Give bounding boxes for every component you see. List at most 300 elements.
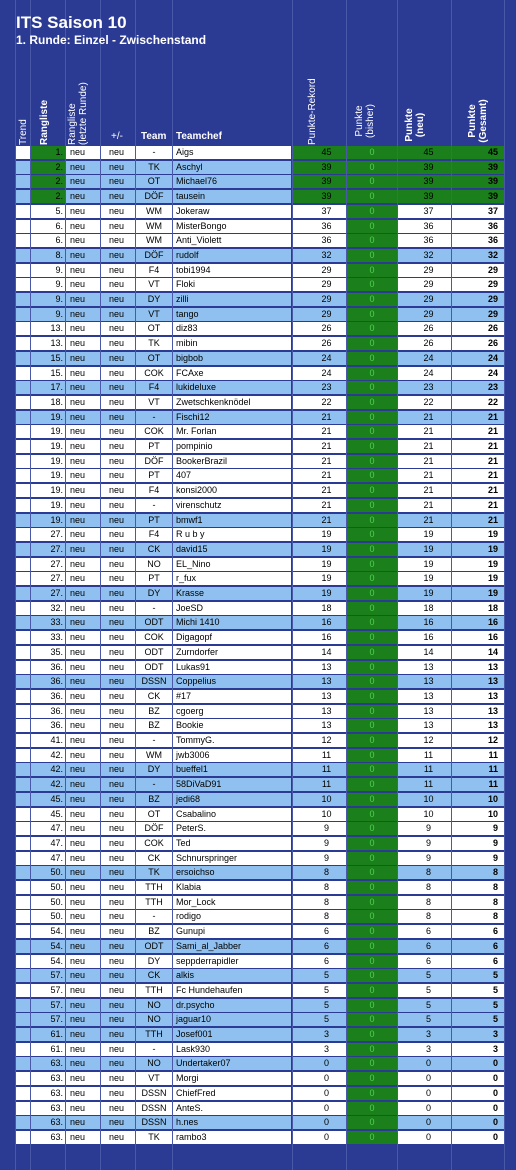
cell-neu: 19 — [398, 558, 451, 571]
cell-bisher: 0 — [347, 734, 397, 747]
cell-team: ODT — [136, 661, 172, 674]
cell-gesamt: 21 — [452, 455, 504, 468]
cell-prev: neu — [66, 220, 100, 233]
table-row — [0, 1043, 516, 1056]
cell-chief: ChiefFred — [173, 1087, 291, 1100]
cell-gesamt: 19 — [452, 558, 504, 571]
cell-pm: neu — [101, 969, 135, 982]
cell-pm: neu — [101, 322, 135, 335]
cell-pm: neu — [101, 455, 135, 468]
cell-neu: 3 — [398, 1043, 451, 1056]
cell-rank: 13. — [31, 322, 65, 335]
table-row — [0, 763, 516, 776]
cell-prev: neu — [66, 234, 100, 247]
cell-chief: bueffel1 — [173, 763, 291, 776]
cell-prev: neu — [66, 1057, 100, 1070]
cell-rank: 19. — [31, 514, 65, 527]
header-rangliste-prev-line1: Rangliste — [67, 103, 78, 145]
cell-rekord: 19 — [293, 543, 346, 556]
cell-trend — [16, 234, 30, 247]
table-row — [0, 719, 516, 732]
cell-rank: 50. — [31, 910, 65, 923]
cell-neu: 10 — [398, 808, 451, 821]
header-bisher — [354, 97, 376, 145]
cell-team: CK — [136, 852, 172, 865]
table-row — [0, 852, 516, 865]
cell-bisher: 0 — [347, 837, 397, 850]
cell-prev: neu — [66, 367, 100, 380]
cell-neu: 21 — [398, 440, 451, 453]
cell-pm: neu — [101, 249, 135, 262]
table-row — [0, 396, 516, 409]
cell-prev: neu — [66, 999, 100, 1012]
table-row — [0, 602, 516, 615]
cell-gesamt: 26 — [452, 322, 504, 335]
cell-chief: Aschyl — [173, 161, 291, 174]
cell-gesamt: 36 — [452, 234, 504, 247]
cell-gesamt: 19 — [452, 587, 504, 600]
cell-neu: 37 — [398, 205, 451, 218]
cell-neu: 6 — [398, 955, 451, 968]
cell-pm: neu — [101, 646, 135, 659]
table-row — [0, 572, 516, 585]
cell-rekord: 26 — [293, 337, 346, 350]
header-neu-line1: Punkte — [404, 108, 415, 142]
cell-gesamt: 6 — [452, 940, 504, 953]
cell-rekord: 9 — [293, 837, 346, 850]
cell-chief: Floki — [173, 278, 291, 291]
cell-trend — [16, 925, 30, 938]
cell-neu: 13 — [398, 705, 451, 718]
cell-trend — [16, 1131, 30, 1144]
cell-prev: neu — [66, 1102, 100, 1115]
header-team: Team — [141, 131, 167, 142]
cell-pm: neu — [101, 1028, 135, 1041]
cell-rank: 2. — [31, 175, 65, 188]
cell-bisher: 0 — [347, 499, 397, 512]
cell-trend — [16, 690, 30, 703]
cell-rekord: 13 — [293, 705, 346, 718]
cell-rank: 9. — [31, 293, 65, 306]
cell-rank: 2. — [31, 190, 65, 203]
cell-chief: Gunupi — [173, 925, 291, 938]
cell-pm: neu — [101, 763, 135, 776]
cell-rank: 63. — [31, 1102, 65, 1115]
cell-chief: Undertaker07 — [173, 1057, 291, 1070]
cell-trend — [16, 646, 30, 659]
cell-gesamt: 21 — [452, 499, 504, 512]
cell-pm: neu — [101, 440, 135, 453]
cell-trend — [16, 308, 30, 321]
cell-trend — [16, 778, 30, 791]
cell-team: COK — [136, 425, 172, 438]
cell-team: ODT — [136, 616, 172, 629]
cell-prev: neu — [66, 955, 100, 968]
cell-trend — [16, 543, 30, 556]
cell-prev: neu — [66, 352, 100, 365]
cell-trend — [16, 425, 30, 438]
cell-neu: 5 — [398, 984, 451, 997]
cell-chief: Fc Hundehaufen — [173, 984, 291, 997]
cell-prev: neu — [66, 249, 100, 262]
cell-gesamt: 11 — [452, 749, 504, 762]
cell-neu: 21 — [398, 469, 451, 482]
cell-trend — [16, 734, 30, 747]
cell-gesamt: 11 — [452, 778, 504, 791]
cell-rekord: 21 — [293, 484, 346, 497]
cell-bisher: 0 — [347, 808, 397, 821]
cell-prev: neu — [66, 1028, 100, 1041]
cell-rank: 1. — [31, 146, 65, 159]
cell-bisher: 0 — [347, 528, 397, 541]
cell-gesamt: 6 — [452, 955, 504, 968]
cell-rekord: 9 — [293, 822, 346, 835]
cell-rank: 61. — [31, 1043, 65, 1056]
table-row — [0, 352, 516, 365]
cell-trend — [16, 661, 30, 674]
table-row — [0, 499, 516, 512]
cell-team: TTH — [136, 1028, 172, 1041]
cell-neu: 11 — [398, 763, 451, 776]
cell-gesamt: 32 — [452, 249, 504, 262]
cell-team: OT — [136, 352, 172, 365]
cell-chief: 58DiVaD91 — [173, 778, 291, 791]
cell-trend — [16, 249, 30, 262]
cell-rank: 57. — [31, 999, 65, 1012]
cell-bisher: 0 — [347, 690, 397, 703]
cell-bisher: 0 — [347, 661, 397, 674]
cell-rekord: 36 — [293, 220, 346, 233]
cell-pm: neu — [101, 837, 135, 850]
cell-pm: neu — [101, 337, 135, 350]
cell-pm: neu — [101, 808, 135, 821]
cell-bisher: 0 — [347, 322, 397, 335]
cell-trend — [16, 440, 30, 453]
header-gesamt — [467, 97, 489, 145]
cell-pm: neu — [101, 602, 135, 615]
cell-gesamt: 21 — [452, 425, 504, 438]
cell-rank: 13. — [31, 337, 65, 350]
cell-pm: neu — [101, 734, 135, 747]
cell-neu: 13 — [398, 719, 451, 732]
cell-rekord: 18 — [293, 602, 346, 615]
cell-team: OT — [136, 175, 172, 188]
table-row — [0, 1116, 516, 1129]
table-row — [0, 940, 516, 953]
cell-rank: 18. — [31, 396, 65, 409]
cell-bisher: 0 — [347, 955, 397, 968]
cell-chief: jaguar10 — [173, 1013, 291, 1026]
table-row — [0, 337, 516, 350]
cell-bisher: 0 — [347, 1102, 397, 1115]
cell-trend — [16, 484, 30, 497]
cell-rekord: 13 — [293, 719, 346, 732]
cell-gesamt: 39 — [452, 161, 504, 174]
cell-trend — [16, 940, 30, 953]
cell-team: NO — [136, 1013, 172, 1026]
cell-prev: neu — [66, 778, 100, 791]
cell-chief: Aigs — [173, 146, 291, 159]
cell-trend — [16, 322, 30, 335]
cell-rank: 27. — [31, 528, 65, 541]
cell-rekord: 24 — [293, 367, 346, 380]
table-row — [0, 675, 516, 688]
cell-bisher: 0 — [347, 440, 397, 453]
cell-chief: TommyG. — [173, 734, 291, 747]
cell-bisher: 0 — [347, 514, 397, 527]
cell-bisher: 0 — [347, 205, 397, 218]
cell-bisher: 0 — [347, 1013, 397, 1026]
cell-chief: jwb3006 — [173, 749, 291, 762]
header-plusminus: +/- — [111, 131, 123, 142]
cell-rank: 54. — [31, 940, 65, 953]
cell-bisher: 0 — [347, 572, 397, 585]
cell-prev: neu — [66, 896, 100, 909]
cell-neu: 29 — [398, 278, 451, 291]
cell-gesamt: 29 — [452, 278, 504, 291]
cell-neu: 29 — [398, 293, 451, 306]
cell-trend — [16, 1087, 30, 1100]
cell-team: DY — [136, 763, 172, 776]
table-row — [0, 925, 516, 938]
cell-team: COK — [136, 837, 172, 850]
cell-chief: Josef001 — [173, 1028, 291, 1041]
cell-bisher: 0 — [347, 749, 397, 762]
cell-gesamt: 13 — [452, 690, 504, 703]
cell-pm: neu — [101, 675, 135, 688]
cell-pm: neu — [101, 1013, 135, 1026]
cell-rekord: 8 — [293, 910, 346, 923]
cell-prev: neu — [66, 558, 100, 571]
cell-prev: neu — [66, 661, 100, 674]
cell-trend — [16, 631, 30, 644]
cell-neu: 39 — [398, 175, 451, 188]
cell-rank: 45. — [31, 808, 65, 821]
cell-prev: neu — [66, 1043, 100, 1056]
cell-pm: neu — [101, 396, 135, 409]
cell-neu: 21 — [398, 411, 451, 424]
cell-pm: neu — [101, 352, 135, 365]
cell-rank: 19. — [31, 440, 65, 453]
cell-prev: neu — [66, 572, 100, 585]
cell-prev: neu — [66, 1116, 100, 1129]
cell-trend — [16, 719, 30, 732]
cell-bisher: 0 — [347, 1116, 397, 1129]
cell-bisher: 0 — [347, 411, 397, 424]
cell-trend — [16, 278, 30, 291]
cell-rekord: 5 — [293, 984, 346, 997]
cell-team: DSSN — [136, 1102, 172, 1115]
cell-gesamt: 8 — [452, 866, 504, 879]
cell-bisher: 0 — [347, 631, 397, 644]
header-gesamt-line1: Punkte — [467, 104, 478, 138]
cell-chief: Michi 1410 — [173, 616, 291, 629]
cell-bisher: 0 — [347, 249, 397, 262]
cell-prev: neu — [66, 175, 100, 188]
cell-trend — [16, 984, 30, 997]
cell-gesamt: 37 — [452, 205, 504, 218]
cell-team: PT — [136, 469, 172, 482]
cell-pm: neu — [101, 1072, 135, 1085]
header-rekord: Punkte-Rekord — [307, 78, 318, 145]
cell-chief: cgoerg — [173, 705, 291, 718]
cell-chief: Csabalino — [173, 808, 291, 821]
cell-bisher: 0 — [347, 984, 397, 997]
cell-gesamt: 21 — [452, 440, 504, 453]
cell-bisher: 0 — [347, 999, 397, 1012]
cell-team: OT — [136, 322, 172, 335]
cell-neu: 0 — [398, 1116, 451, 1129]
cell-pm: neu — [101, 278, 135, 291]
cell-prev: neu — [66, 822, 100, 835]
cell-trend — [16, 616, 30, 629]
cell-gesamt: 39 — [452, 175, 504, 188]
table-row — [0, 837, 516, 850]
cell-rank: 50. — [31, 896, 65, 909]
cell-pm: neu — [101, 1116, 135, 1129]
table-row — [0, 146, 516, 159]
cell-trend — [16, 411, 30, 424]
cell-chief: 407 — [173, 469, 291, 482]
cell-neu: 21 — [398, 455, 451, 468]
cell-chief: Jokeraw — [173, 205, 291, 218]
cell-neu: 8 — [398, 866, 451, 879]
cell-team: - — [136, 778, 172, 791]
table-row — [0, 866, 516, 879]
cell-bisher: 0 — [347, 646, 397, 659]
cell-rank: 27. — [31, 572, 65, 585]
cell-pm: neu — [101, 543, 135, 556]
cell-team: DÖF — [136, 249, 172, 262]
cell-rekord: 8 — [293, 881, 346, 894]
cell-rekord: 29 — [293, 278, 346, 291]
cell-trend — [16, 190, 30, 203]
cell-neu: 6 — [398, 940, 451, 953]
cell-prev: neu — [66, 425, 100, 438]
cell-rank: 47. — [31, 822, 65, 835]
cell-gesamt: 14 — [452, 646, 504, 659]
cell-rekord: 21 — [293, 499, 346, 512]
cell-pm: neu — [101, 381, 135, 394]
table-row — [0, 234, 516, 247]
cell-gesamt: 23 — [452, 381, 504, 394]
cell-team: VT — [136, 1072, 172, 1085]
cell-trend — [16, 852, 30, 865]
cell-pm: neu — [101, 690, 135, 703]
cell-prev: neu — [66, 264, 100, 277]
table-row — [0, 543, 516, 556]
cell-rank: 36. — [31, 719, 65, 732]
cell-pm: neu — [101, 719, 135, 732]
cell-prev: neu — [66, 337, 100, 350]
cell-pm: neu — [101, 205, 135, 218]
cell-rank: 15. — [31, 352, 65, 365]
cell-rekord: 6 — [293, 955, 346, 968]
cell-team: NO — [136, 1057, 172, 1070]
cell-team: ODT — [136, 940, 172, 953]
cell-gesamt: 21 — [452, 469, 504, 482]
cell-neu: 5 — [398, 1013, 451, 1026]
table-row — [0, 661, 516, 674]
cell-rank: 63. — [31, 1087, 65, 1100]
cell-prev: neu — [66, 734, 100, 747]
cell-chief: jedi68 — [173, 793, 291, 806]
cell-rank: 9. — [31, 308, 65, 321]
cell-rank: 47. — [31, 852, 65, 865]
cell-bisher: 0 — [347, 705, 397, 718]
table-row — [0, 558, 516, 571]
cell-gesamt: 24 — [452, 352, 504, 365]
cell-team: DÖF — [136, 455, 172, 468]
cell-trend — [16, 1116, 30, 1129]
cell-bisher: 0 — [347, 425, 397, 438]
cell-pm: neu — [101, 1043, 135, 1056]
table-row — [0, 896, 516, 909]
cell-rekord: 39 — [293, 190, 346, 203]
cell-chief: FCAxe — [173, 367, 291, 380]
cell-rekord: 32 — [293, 249, 346, 262]
cell-chief: rodigo — [173, 910, 291, 923]
cell-pm: neu — [101, 264, 135, 277]
header-trend: Trend — [18, 119, 29, 145]
cell-rekord: 13 — [293, 675, 346, 688]
cell-bisher: 0 — [347, 763, 397, 776]
cell-neu: 8 — [398, 881, 451, 894]
cell-prev: neu — [66, 411, 100, 424]
cell-neu: 0 — [398, 1072, 451, 1085]
cell-bisher: 0 — [347, 616, 397, 629]
cell-chief: bigbob — [173, 352, 291, 365]
cell-prev: neu — [66, 925, 100, 938]
cell-bisher: 0 — [347, 161, 397, 174]
cell-chief: rambo3 — [173, 1131, 291, 1144]
cell-prev: neu — [66, 969, 100, 982]
cell-prev: neu — [66, 514, 100, 527]
cell-pm: neu — [101, 616, 135, 629]
cell-gesamt: 11 — [452, 763, 504, 776]
table-row — [0, 646, 516, 659]
cell-prev: neu — [66, 205, 100, 218]
cell-trend — [16, 749, 30, 762]
cell-neu: 5 — [398, 999, 451, 1012]
cell-trend — [16, 146, 30, 159]
cell-prev: neu — [66, 631, 100, 644]
cell-rank: 47. — [31, 837, 65, 850]
cell-bisher: 0 — [347, 190, 397, 203]
cell-chief: Sami_al_Jabber — [173, 940, 291, 953]
cell-team: F4 — [136, 264, 172, 277]
cell-rekord: 5 — [293, 969, 346, 982]
cell-neu: 9 — [398, 822, 451, 835]
cell-gesamt: 5 — [452, 999, 504, 1012]
cell-rekord: 36 — [293, 234, 346, 247]
table-row — [0, 469, 516, 482]
cell-rank: 15. — [31, 367, 65, 380]
cell-team: TK — [136, 161, 172, 174]
cell-gesamt: 29 — [452, 264, 504, 277]
cell-rekord: 0 — [293, 1072, 346, 1085]
table-row — [0, 955, 516, 968]
cell-neu: 0 — [398, 1087, 451, 1100]
cell-chief: BookerBrazil — [173, 455, 291, 468]
header-neu-line2: (neu) — [415, 112, 426, 138]
cell-gesamt: 22 — [452, 396, 504, 409]
cell-rekord: 0 — [293, 1102, 346, 1115]
cell-neu: 29 — [398, 308, 451, 321]
cell-trend — [16, 602, 30, 615]
cell-rekord: 21 — [293, 411, 346, 424]
cell-neu: 14 — [398, 646, 451, 659]
